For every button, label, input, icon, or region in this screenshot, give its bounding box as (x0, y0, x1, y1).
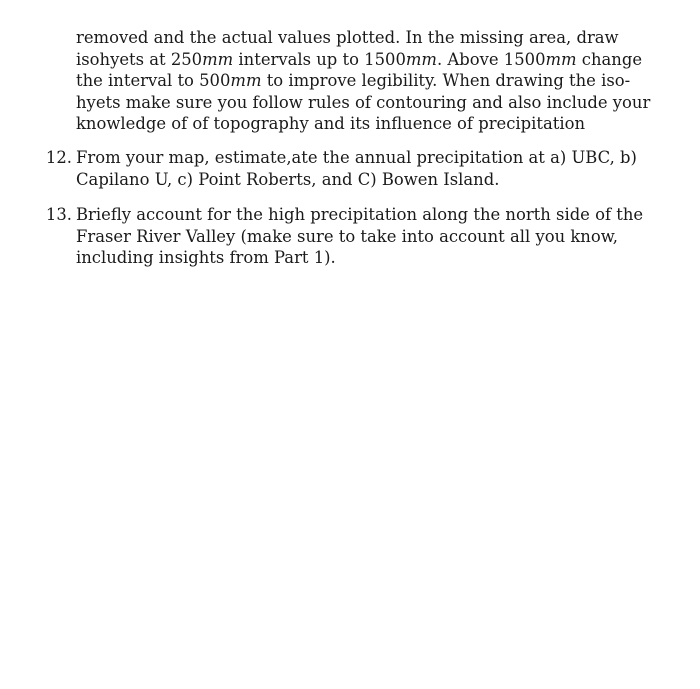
question-line: Briefly account for the high precipitation along the north side of the (76, 205, 644, 224)
question-line: From your map, estimate,ate the annual precipitation at a) UBC, b) (76, 148, 637, 167)
paragraph-line: knowledge of of topography and its influence of precipitation (76, 114, 585, 133)
paragraph-line: isohyets at 250mm intervals up to 1500mm. Above 1500mm change (76, 49, 643, 69)
question-number: 12. (45, 148, 72, 167)
question-line: including insights from Part 1). (76, 248, 336, 267)
question-number: 13. (45, 205, 72, 224)
paragraph-line: removed and the actual values plotted. In the missing area, draw (76, 28, 619, 47)
question-line: Capilano U, c) Point Roberts, and C) Bowen Island. (76, 169, 500, 189)
question-text (76, 204, 644, 269)
question-text (76, 147, 637, 190)
question-line: Fraser River Valley (make sure to take into account all you know, (76, 226, 618, 246)
paragraph-line: the interval to 500mm to improve legibility. When drawing the iso- (76, 71, 631, 90)
paragraph-line: hyets make sure you follow rules of contouring and also include your (76, 92, 651, 112)
continuation-paragraph (76, 27, 651, 135)
